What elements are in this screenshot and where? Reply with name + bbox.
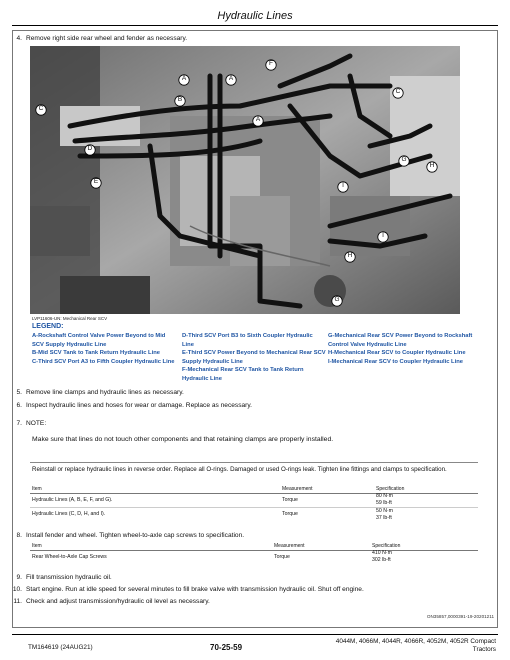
- callout-a2: [225, 73, 237, 91]
- step-number: 9.: [16, 574, 22, 581]
- step-number: 10.: [12, 586, 22, 593]
- callout-i: [337, 180, 349, 198]
- footer-models-line1: 4044M, 4066M, 4044R, 4066R, 4052M, 4052R Compact: [335, 638, 496, 645]
- footer-rule: [12, 634, 498, 635]
- legend-column-2: [182, 332, 326, 383]
- callout-label: A: [181, 74, 187, 82]
- callout-e: [90, 176, 102, 194]
- callout-g2: [331, 294, 343, 312]
- callout-label: A: [255, 115, 261, 123]
- table-rule: [30, 550, 478, 551]
- callout-label: H: [429, 161, 435, 169]
- table-row-measurement: Torque: [282, 497, 298, 503]
- page-title: Hydraulic Lines: [217, 10, 293, 22]
- legend-item-b: B-Mid SCV Tank to Tank Return Hydraulic Line: [32, 350, 160, 356]
- legend-item-c: C-Third SCV Port A3 to Fifth Coupler Hydraulic Line: [32, 358, 175, 365]
- step-11: [10, 597, 490, 607]
- table-row-spec-imperial: 302 lb-ft: [372, 557, 391, 563]
- callout-b: [174, 94, 186, 112]
- step-text: Inspect hydraulic lines and hoses for wear or damage. Replace as necessary.: [26, 402, 253, 409]
- table-row-spec-imperial: 37 lb-ft: [376, 515, 392, 521]
- step-number: 7.: [16, 420, 22, 427]
- table-row-spec-metric: 80 N·m: [376, 493, 394, 499]
- step-text: Start engine. Run at idle speed for several minutes to fill brake valve with transmission hydraulic oil. Shut off engine.: [26, 586, 364, 593]
- table-header-item: Item: [32, 486, 42, 492]
- legend-item-e: E-Third SCV Power Beyond to Mechanical Rear SCV Supply Hydraulic Line: [182, 350, 326, 365]
- step-text: Check and adjust transmission/hydraulic oil level as necessary.: [26, 598, 210, 605]
- table-row-measurement: Torque: [282, 511, 298, 517]
- callout-g: [398, 154, 410, 172]
- hydraulic-lines-figure: [30, 46, 460, 314]
- step-5: [10, 388, 490, 398]
- step-number: 5.: [16, 389, 22, 396]
- step-7: [10, 419, 490, 429]
- step-4: [10, 34, 490, 44]
- table-rule: [30, 507, 478, 508]
- callout-label: F: [269, 59, 273, 67]
- legend-item-h: H-Mechanical Rear SCV to Coupler Hydraulic Line: [328, 350, 466, 356]
- table-row-item: Hydraulic Lines (C, D, H, and I).: [32, 511, 106, 517]
- callout-c: [35, 103, 47, 121]
- callout-h: [426, 160, 438, 178]
- table-header-specification: Specification: [376, 486, 405, 492]
- callout-label: B: [177, 95, 183, 103]
- footer-page-number: 70-25-59: [210, 643, 243, 652]
- callout-label: G: [334, 295, 340, 303]
- callout-label: H: [347, 251, 353, 259]
- callout-f: [265, 58, 277, 76]
- footer-doc-id: TM164619 (24AUG21): [28, 644, 93, 651]
- legend-item-i: I-Mechanical Rear SCV to Coupler Hydraulic Line: [328, 358, 463, 365]
- torque-table-1: [30, 486, 478, 526]
- legend-item-d: D-Third SCV Port B3 to Sixth Coupler Hydraulic Line: [182, 333, 313, 348]
- reinstall-instruction: Reinstall or replace hydraulic lines in reverse order. Replace all O-rings. Damaged or used O-rings leak. Tighten line fittings and clamps to specification.: [32, 466, 447, 473]
- table-header-measurement: Measurement: [282, 486, 313, 492]
- callout-label: C: [38, 104, 44, 112]
- step-8: [10, 531, 490, 541]
- legend-title: LEGEND:: [32, 323, 64, 330]
- table-header-specification: Specification: [372, 543, 401, 549]
- step-text: Remove line clamps and hydraulic lines as necessary.: [26, 389, 184, 396]
- figure-caption: LVP11606-UN: Mechanical Rear SCV: [32, 316, 108, 321]
- step-10: [10, 585, 490, 595]
- table-row-item: Rear Wheel-to-Axle Cap Screws: [32, 554, 107, 560]
- callout-a: [178, 73, 190, 91]
- header-rule: [12, 25, 498, 26]
- footer-models: [336, 638, 496, 654]
- divider: [30, 462, 478, 463]
- callout-i2: [377, 230, 389, 248]
- step-number: 4.: [16, 35, 22, 42]
- callout-a3: [252, 114, 264, 132]
- table-header-item: Item: [32, 543, 42, 549]
- callout-label: I: [342, 181, 344, 189]
- reference-code: ON35857,0000391-19-20201211: [426, 614, 494, 619]
- table-row-spec-imperial: 59 lb-ft: [376, 500, 392, 506]
- callout-d: [84, 143, 96, 161]
- note-text: Make sure that lines do not touch other components and that retaining clamps are properly installed.: [32, 436, 334, 443]
- step-text: NOTE:: [26, 420, 47, 427]
- callout-h2: [344, 250, 356, 268]
- footer-models-line2: Tractors: [472, 646, 496, 653]
- step-text: Remove right side rear wheel and fender as necessary.: [26, 35, 188, 42]
- table-rule: [30, 493, 478, 494]
- table-row-item: Hydraulic Lines (A, B, E, F, and G).: [32, 497, 113, 503]
- legend-item-a: A-Rockshaft Control Valve Power Beyond to Mid SCV Supply Hydraulic Line: [32, 333, 166, 348]
- callout-label: I: [382, 231, 384, 239]
- callout-label: D: [87, 144, 93, 152]
- callout-label: A: [228, 74, 234, 82]
- table-row-spec-metric: 410 N·m: [372, 550, 392, 556]
- legend-item-g: G-Mechanical Rear SCV Power Beyond to Rockshaft Control Valve Hydraulic Line: [328, 333, 473, 348]
- callout-label: C: [395, 87, 401, 95]
- step-6: [10, 401, 490, 411]
- step-text: Install fender and wheel. Tighten wheel-to-axle cap screws to specification.: [26, 532, 245, 539]
- table-header-measurement: Measurement: [274, 543, 305, 549]
- step-number: 8.: [16, 532, 22, 539]
- step-number: 11.: [13, 598, 22, 605]
- legend-item-f: F-Mechanical Rear SCV Tank to Tank Return Hydraulic Line: [182, 367, 304, 382]
- step-number: 6.: [16, 402, 22, 409]
- step-9: [10, 573, 490, 583]
- table-row-spec-metric: 50 N·m: [376, 508, 394, 514]
- table-row-measurement: Torque: [274, 554, 290, 560]
- legend-column-3: [328, 332, 474, 366]
- torque-table-2: [30, 543, 478, 569]
- callout-label: E: [93, 177, 99, 185]
- callout-label: G: [401, 155, 407, 163]
- callout-c2: [392, 86, 404, 104]
- step-text: Fill transmission hydraulic oil.: [26, 574, 112, 581]
- legend-column-1: [32, 332, 178, 366]
